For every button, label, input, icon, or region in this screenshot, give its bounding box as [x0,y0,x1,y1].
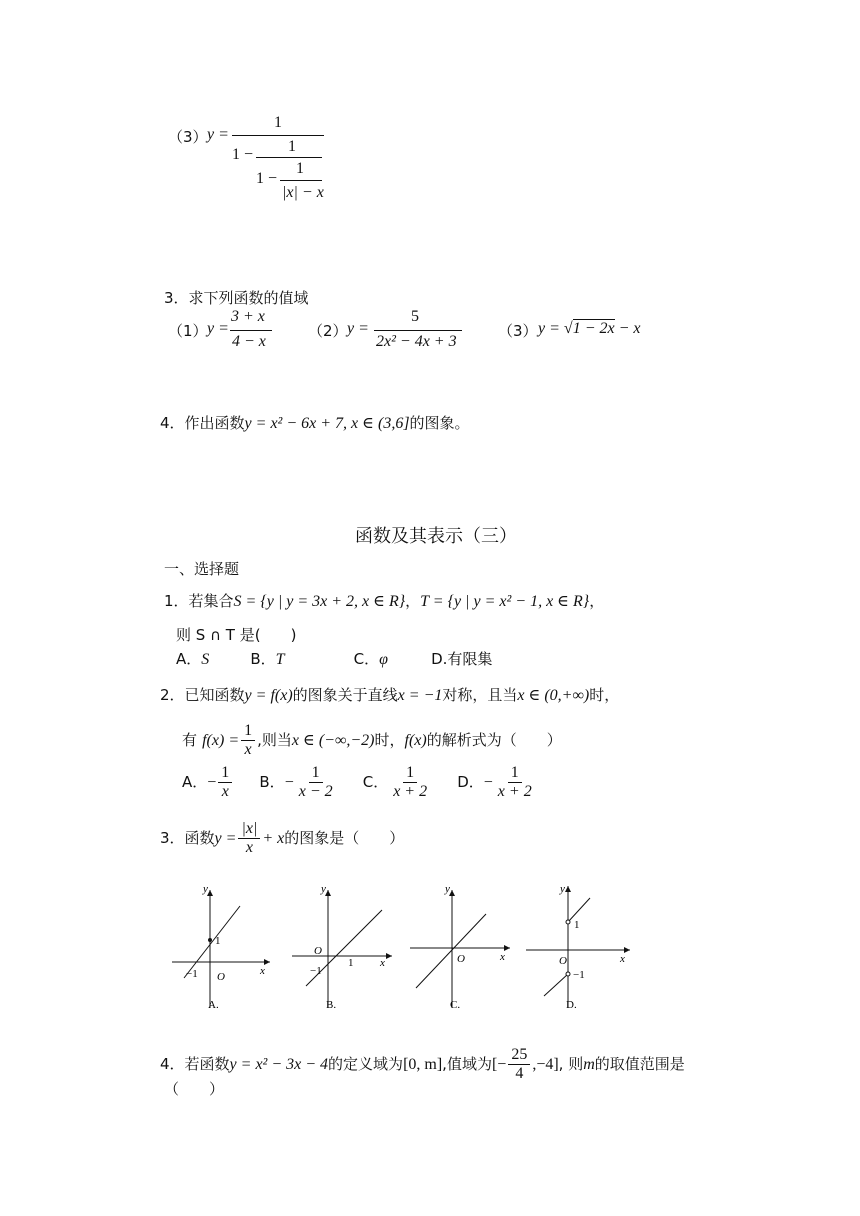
graph-d-neg1: −1 [573,969,585,981]
p3-inner-inner-num: 1 [296,160,304,177]
q3-label-1: （1） [168,322,208,340]
q3-f2-y: y = [347,320,369,337]
q3-f2-den: 2x² − 4x + 3 [376,333,457,350]
graph-b-1: 1 [348,957,354,969]
graph-a-label: A. [208,999,219,1011]
graph-b-y: y [321,883,326,895]
c1-options: A．S B．T C．φ D.有限集 [176,650,493,668]
q3-f1-den: 4 − x [232,333,266,350]
c1-line2: 则 S ∩ T 是( ) [176,626,297,644]
graph-d-1: 1 [574,919,580,931]
c2-opt-a[interactable]: A． [182,773,208,791]
q3-f3: y = √1 − 2x − x [538,320,641,337]
p3-den-prefix: 1 − [232,146,254,163]
p3-y: y = [207,126,229,143]
graph-d-x: x [620,953,625,965]
c3-line: 3．函数y = $\frac{|x|}{x}$ + x的图象是（ ） [160,820,405,856]
c1-opt-b[interactable]: B． [250,650,276,668]
graph-c-y: y [445,883,450,895]
c2-line2: 有 f(x) = $\frac{1}{x}$ ,则当x ∈ (−∞,−2)时，f(x)的解析式为（ ） [182,722,562,758]
c2-opt-b[interactable]: B． [259,773,285,791]
c1-line1: 1．若集合S = {y | y = 3x + 2, x ∈ R}，T = {y | y = x² − 1, x ∈ R}， [164,592,605,610]
c4-line2: （ ） [164,1080,225,1098]
graph-b[interactable] [292,883,392,1011]
graph-c-o: O [457,953,465,965]
p3-inner-prefix: 1 − [256,170,278,187]
c1-opt-c[interactable]: C． [353,650,380,668]
p3-num: 1 [274,114,282,131]
c3-graphs [160,878,630,1018]
section-part: 一、选择题 [164,560,240,578]
p3-bar-3 [280,180,322,181]
graph-d[interactable] [526,883,630,1011]
graph-c-label: C. [450,999,461,1011]
graph-a-1: 1 [215,935,221,947]
c2-opt-d[interactable]: D． [457,773,484,791]
c2-line1: 2．已知函数y = f(x)的图象关于直线x = −1对称，且当x ∈ (0,+∞)时， [160,686,620,704]
c1-opt-a[interactable]: A． [176,650,202,668]
graph-d-o: O [559,955,567,967]
graph-c-x: x [500,951,505,963]
q3-f2-bar [374,330,462,331]
graph-c[interactable] [410,883,510,1011]
graph-b-x: x [380,957,385,969]
p3-bar-1 [232,135,324,136]
graph-b-o: O [314,945,322,957]
q3-f1-bar [230,330,272,331]
graph-a-x: x [260,965,265,977]
graph-b-label: B. [326,999,337,1011]
q3-label-3: （3） [498,322,538,340]
graph-b-neg1: −1 [310,965,322,977]
p3-bar-2 [256,157,322,158]
c2-options: A．− $\frac{1}{x}$ B．− $\frac{1}{x - 2}$ C． $\frac{1}{x + 2}$ D．− $\frac{1}{x + 2}$ [182,764,532,800]
graph-d-y: y [560,883,565,895]
q3-f1-num: 3 + x [231,308,265,325]
p3-inner-den: |x| − x [282,184,324,201]
q3-f2-num: 5 [411,308,419,325]
c4-line1: 4．若函数y = x² − 3x − 4的定义域为[0, m],值域为[− $\frac{25}{4}$ ,−4], 则m的取值范围是 [160,1046,685,1082]
section-title: 函数及其表示（三） [355,526,517,547]
p3-label: （3） [168,128,208,146]
graph-a-neg1: −1 [186,968,198,980]
graph-a[interactable] [172,883,270,1011]
c2-opt-c[interactable]: C． [362,773,389,791]
graph-a-y: y [203,883,208,895]
q3-heading: 3．求下列函数的值域 [164,289,309,307]
graph-a-o: O [217,971,225,983]
q3-label-2: （2） [308,322,348,340]
q3-f1-y: y = [207,320,229,337]
q4-line: 4．作出函数y = x² − 6x + 7, x ∈ (3,6]的图象。 [160,414,470,432]
graph-d-label: D. [566,999,577,1011]
c1-opt-d[interactable]: D.有限集 [431,650,493,668]
p3-inner-num: 1 [288,138,296,155]
